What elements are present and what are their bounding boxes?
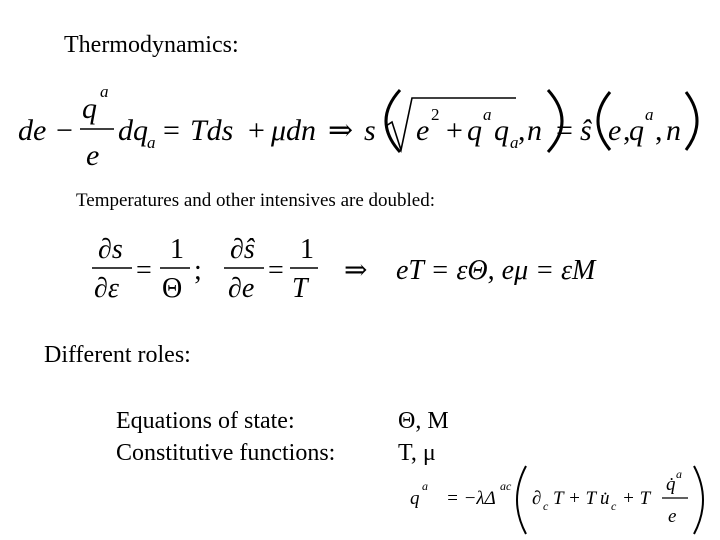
eq1-sqrt-q2: q (494, 114, 509, 147)
roles-value-constitutive-functions: T, μ (398, 440, 436, 466)
eq1-rhs-shat: ŝ (580, 114, 592, 147)
temperatures-note: Temperatures and other intensives are doubled: (76, 190, 436, 211)
eq1-s: s (364, 114, 376, 147)
eq1-sqrt-q1-sup: a (483, 105, 492, 124)
eq1-mudn: μdn (271, 114, 317, 147)
eq2-eq1: = (136, 255, 152, 286)
eq2-frac3-num: ∂ŝ (230, 234, 255, 265)
roles-heading: Different roles: (44, 342, 191, 368)
eq2-frac1-den: ∂ε (94, 273, 119, 304)
eq1-rhs-equals: = (556, 114, 573, 147)
eq1-sqrt-e-sup: 2 (431, 105, 440, 124)
eq1-equals: = (163, 114, 180, 147)
eq2-frac2-den: Θ (162, 273, 183, 304)
eq1-frac-q: q (82, 92, 97, 125)
eq2-frac1-num: ∂s (98, 234, 123, 265)
eq1-plus: + (248, 114, 265, 147)
eq3-t-plus-t: T + T (553, 488, 597, 509)
roles-value-equations-of-state: Θ, M (398, 408, 449, 434)
eq1-sqrt-e: e (416, 114, 430, 147)
roles-label-equations-of-state: Equations of state: (116, 408, 295, 434)
eq3-partial: ∂ (532, 488, 542, 509)
eq1-minus: − (56, 114, 73, 147)
eq1-tds: Tds (190, 114, 234, 147)
eq1-de: de (18, 114, 47, 147)
eq1-sqrt-plus: + (446, 114, 463, 147)
eq1-rhs-q-sup: a (645, 105, 654, 124)
eq1-rhs-q: q (629, 114, 644, 147)
eq3-delta-sup: ac (500, 479, 512, 493)
eq1-rhs-comma2: , (655, 114, 663, 147)
eq1-sqrt-q1: q (467, 114, 482, 147)
eq2-eq2: = (268, 255, 284, 286)
eq2-frac4-num: 1 (300, 234, 314, 265)
roles-label-constitutive-functions: Constitutive functions: (116, 440, 336, 466)
eq1-frac-q-sup: a (100, 82, 109, 101)
eq3-frac-den: e (668, 506, 677, 527)
eq2-sep: ; (194, 255, 202, 286)
eq3-u-sub: c (611, 499, 617, 513)
eq3-u: u̇ (600, 488, 610, 509)
eq1-dq: dq (118, 114, 148, 147)
eq1-sqrt-comma: , (518, 114, 526, 147)
eq3-eq: = −λΔ (446, 488, 496, 509)
eq2-frac4-den: T (292, 273, 308, 304)
eq1-rhs-n: n (666, 114, 681, 147)
eq2-result: eT = εΘ, eμ = εM (396, 255, 596, 286)
eq3-plus-t: + T (622, 488, 651, 509)
eq1-frac-e: e (86, 139, 100, 172)
page-title: Thermodynamics: (64, 32, 239, 58)
eq1-implies: ⇒ (328, 114, 354, 147)
eq1-rhs-e: e (608, 114, 622, 147)
eq3-q-sup: a (422, 479, 428, 493)
eq3-q: q (410, 488, 420, 509)
eq2-frac2-num: 1 (170, 234, 184, 265)
eq2-implies: ⇒ (344, 255, 368, 286)
eq3-partial-sub: c (543, 499, 549, 513)
eq3-left-paren (517, 466, 526, 534)
eq3-frac-num-sup: a (676, 467, 682, 481)
eq2-frac3-den: ∂e (228, 273, 255, 304)
eq1-sqrt-n: n (527, 114, 542, 147)
eq3-frac-num: q̇ (666, 474, 676, 495)
eq1-rhs-comma1: , (623, 114, 631, 147)
eq1-sqrt-q2-sub: a (510, 133, 519, 152)
eq1-dq-sub: a (147, 133, 156, 152)
eq3-right-paren (694, 466, 703, 534)
